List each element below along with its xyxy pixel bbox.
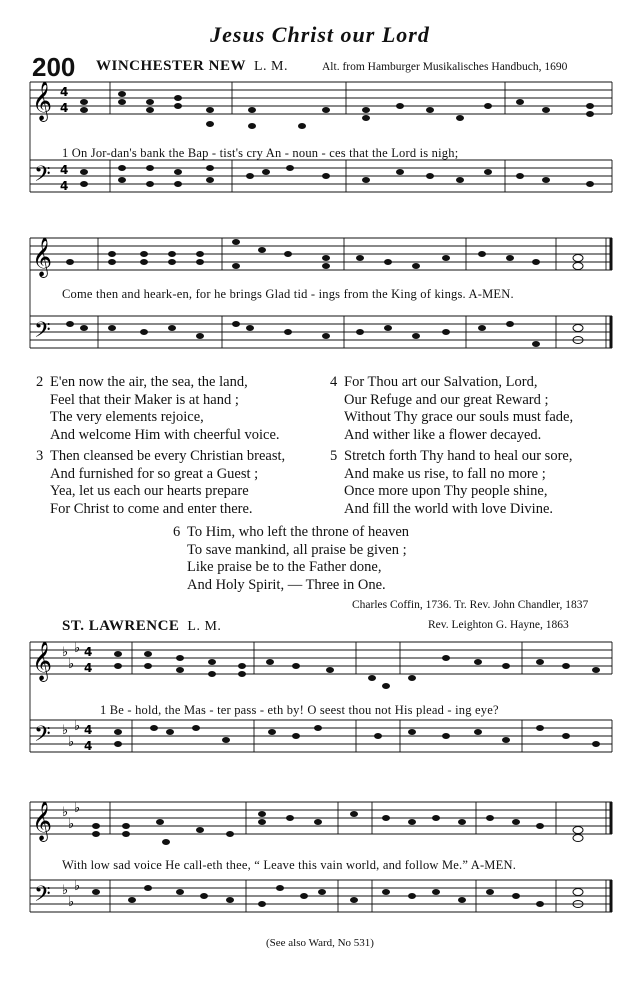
verse-6	[173, 524, 409, 594]
verse-4	[330, 374, 573, 444]
svg-text:4: 4	[60, 101, 69, 115]
verse-line: Yea, let us each our hearts prepare	[50, 483, 249, 499]
verse-line: And wither like a flower decayed.	[344, 426, 542, 443]
verse-line: Without Thy grace our souls must fade,	[344, 409, 574, 425]
verse-line: And make us rise, to fall no more ;	[344, 465, 546, 482]
composer-credit: Rev. Leighton G. Hayne, 1863	[428, 619, 569, 631]
hymn-number: 200	[32, 52, 76, 82]
verse-5	[330, 448, 572, 518]
svg-text:♭: ♭	[68, 735, 75, 750]
notes-treble-3	[114, 651, 600, 689]
verse-line: To save mankind, all praise be given ;	[187, 541, 407, 558]
verse-line: For Thou art our Salvation, Lord,	[344, 374, 538, 390]
page-title: Jesus Christ our Lord	[210, 22, 430, 47]
svg-text:♭: ♭	[62, 805, 69, 820]
see-also-note: (See also Ward, No 531)	[266, 937, 374, 949]
verse-3	[36, 448, 285, 518]
verse-line: For Christ to come and enter there.	[50, 500, 253, 517]
music-system-1	[0, 82, 640, 194]
treble-clef-icon: 𝄞	[32, 237, 53, 277]
bass-clef-icon: 𝄢	[34, 318, 51, 348]
notes-treble-4	[92, 811, 583, 845]
verse-2	[36, 374, 280, 444]
svg-text:♭: ♭	[62, 723, 69, 738]
time-signature	[84, 645, 92, 753]
svg-text:4: 4	[60, 85, 69, 99]
translation-credit: Charles Coffin, 1736. Tr. Rev. John Chandler, 1837	[352, 599, 589, 611]
lyric-line-3: 1 Be - hold, the Mas - ter pass - eth by! O seest thou not His plead - ing eye?	[100, 703, 499, 717]
verse-line: To Him, who left the throne of heaven	[187, 524, 410, 540]
tune-name: WINCHESTER NEW	[96, 58, 246, 74]
verse-line: And furnished for so great a Guest ;	[50, 465, 259, 482]
svg-text:4: 4	[84, 739, 93, 753]
bass-clef-icon: 𝄢	[34, 162, 51, 192]
svg-text:♭: ♭	[62, 883, 69, 898]
treble-clef-icon: 𝄞	[32, 641, 53, 681]
svg-text:4: 4	[84, 661, 93, 675]
notes-bass-2	[66, 321, 583, 347]
key-signature-flats	[62, 801, 80, 910]
verse-number: 4	[330, 374, 338, 390]
tune-name-st-lawrence	[62, 618, 221, 635]
notes-treble-1	[80, 91, 594, 129]
verse-line: Then cleansed be every Christian breast,	[50, 448, 286, 464]
key-signature-flats	[62, 641, 80, 750]
tune-source: Alt. from Hamburger Musikalisches Handbuch, 1690	[322, 61, 568, 73]
verse-number: 3	[36, 448, 44, 464]
music-system-3	[0, 642, 640, 754]
verse-number: 5	[330, 448, 338, 464]
verse-line: And Holy Spirit, — Three in One.	[187, 576, 386, 593]
lyric-line-2: Come then and heark-en, for he brings Glad tid - ings from the King of kings. A-MEN.	[62, 287, 514, 301]
svg-text:4: 4	[84, 723, 93, 737]
svg-text:4: 4	[84, 645, 93, 659]
lyric-line-4: With low sad voice He call-eth thee, “ Leave this vain world, and follow Me.” A-MEN.	[62, 858, 517, 872]
svg-text:4: 4	[60, 179, 69, 193]
svg-text:♭: ♭	[68, 817, 75, 832]
verse-line: Like praise be to the Father done,	[187, 559, 382, 575]
verse-line: Our Refuge and our great Reward ;	[344, 391, 549, 408]
verse-line: The very elements rejoice,	[50, 409, 204, 425]
time-signature	[60, 85, 68, 193]
tune-name-winchester-new	[96, 58, 288, 75]
bass-clef-icon: 𝄢	[34, 882, 51, 912]
svg-text:4: 4	[60, 163, 69, 177]
svg-text:♭: ♭	[62, 645, 69, 660]
verse-line: E'en now the air, the sea, the land,	[50, 374, 248, 390]
lyric-line-1: 1 On Jor-dan's bank the Bap - tist's cry An - noun - ces that the Lord is nigh;	[62, 146, 459, 160]
verse-line: Feel that their Maker is at hand ;	[50, 391, 239, 408]
verse-number: 2	[36, 374, 44, 390]
treble-clef-icon: 𝄞	[32, 81, 53, 121]
verse-number: 6	[173, 524, 181, 540]
svg-text:♭: ♭	[68, 895, 75, 910]
verse-line: Stretch forth Thy hand to heal our sore,	[344, 448, 573, 464]
tune-name: ST. LAWRENCE	[62, 618, 180, 634]
svg-text:♭: ♭	[74, 719, 81, 734]
verse-line: And fill the world with love Divine.	[344, 500, 554, 517]
tune-meter: L. M.	[253, 59, 288, 74]
treble-clef-icon: 𝄞	[32, 801, 53, 841]
svg-text:♭: ♭	[74, 641, 81, 656]
bass-clef-icon: 𝄢	[34, 722, 51, 752]
svg-text:♭: ♭	[74, 801, 81, 816]
svg-text:♭: ♭	[68, 657, 75, 672]
verse-line: And welcome Him with cheerful voice.	[50, 426, 280, 443]
verse-line: Once more upon Thy people shine,	[344, 483, 548, 499]
svg-text:♭: ♭	[74, 879, 81, 894]
tune-meter: L. M.	[187, 619, 222, 634]
